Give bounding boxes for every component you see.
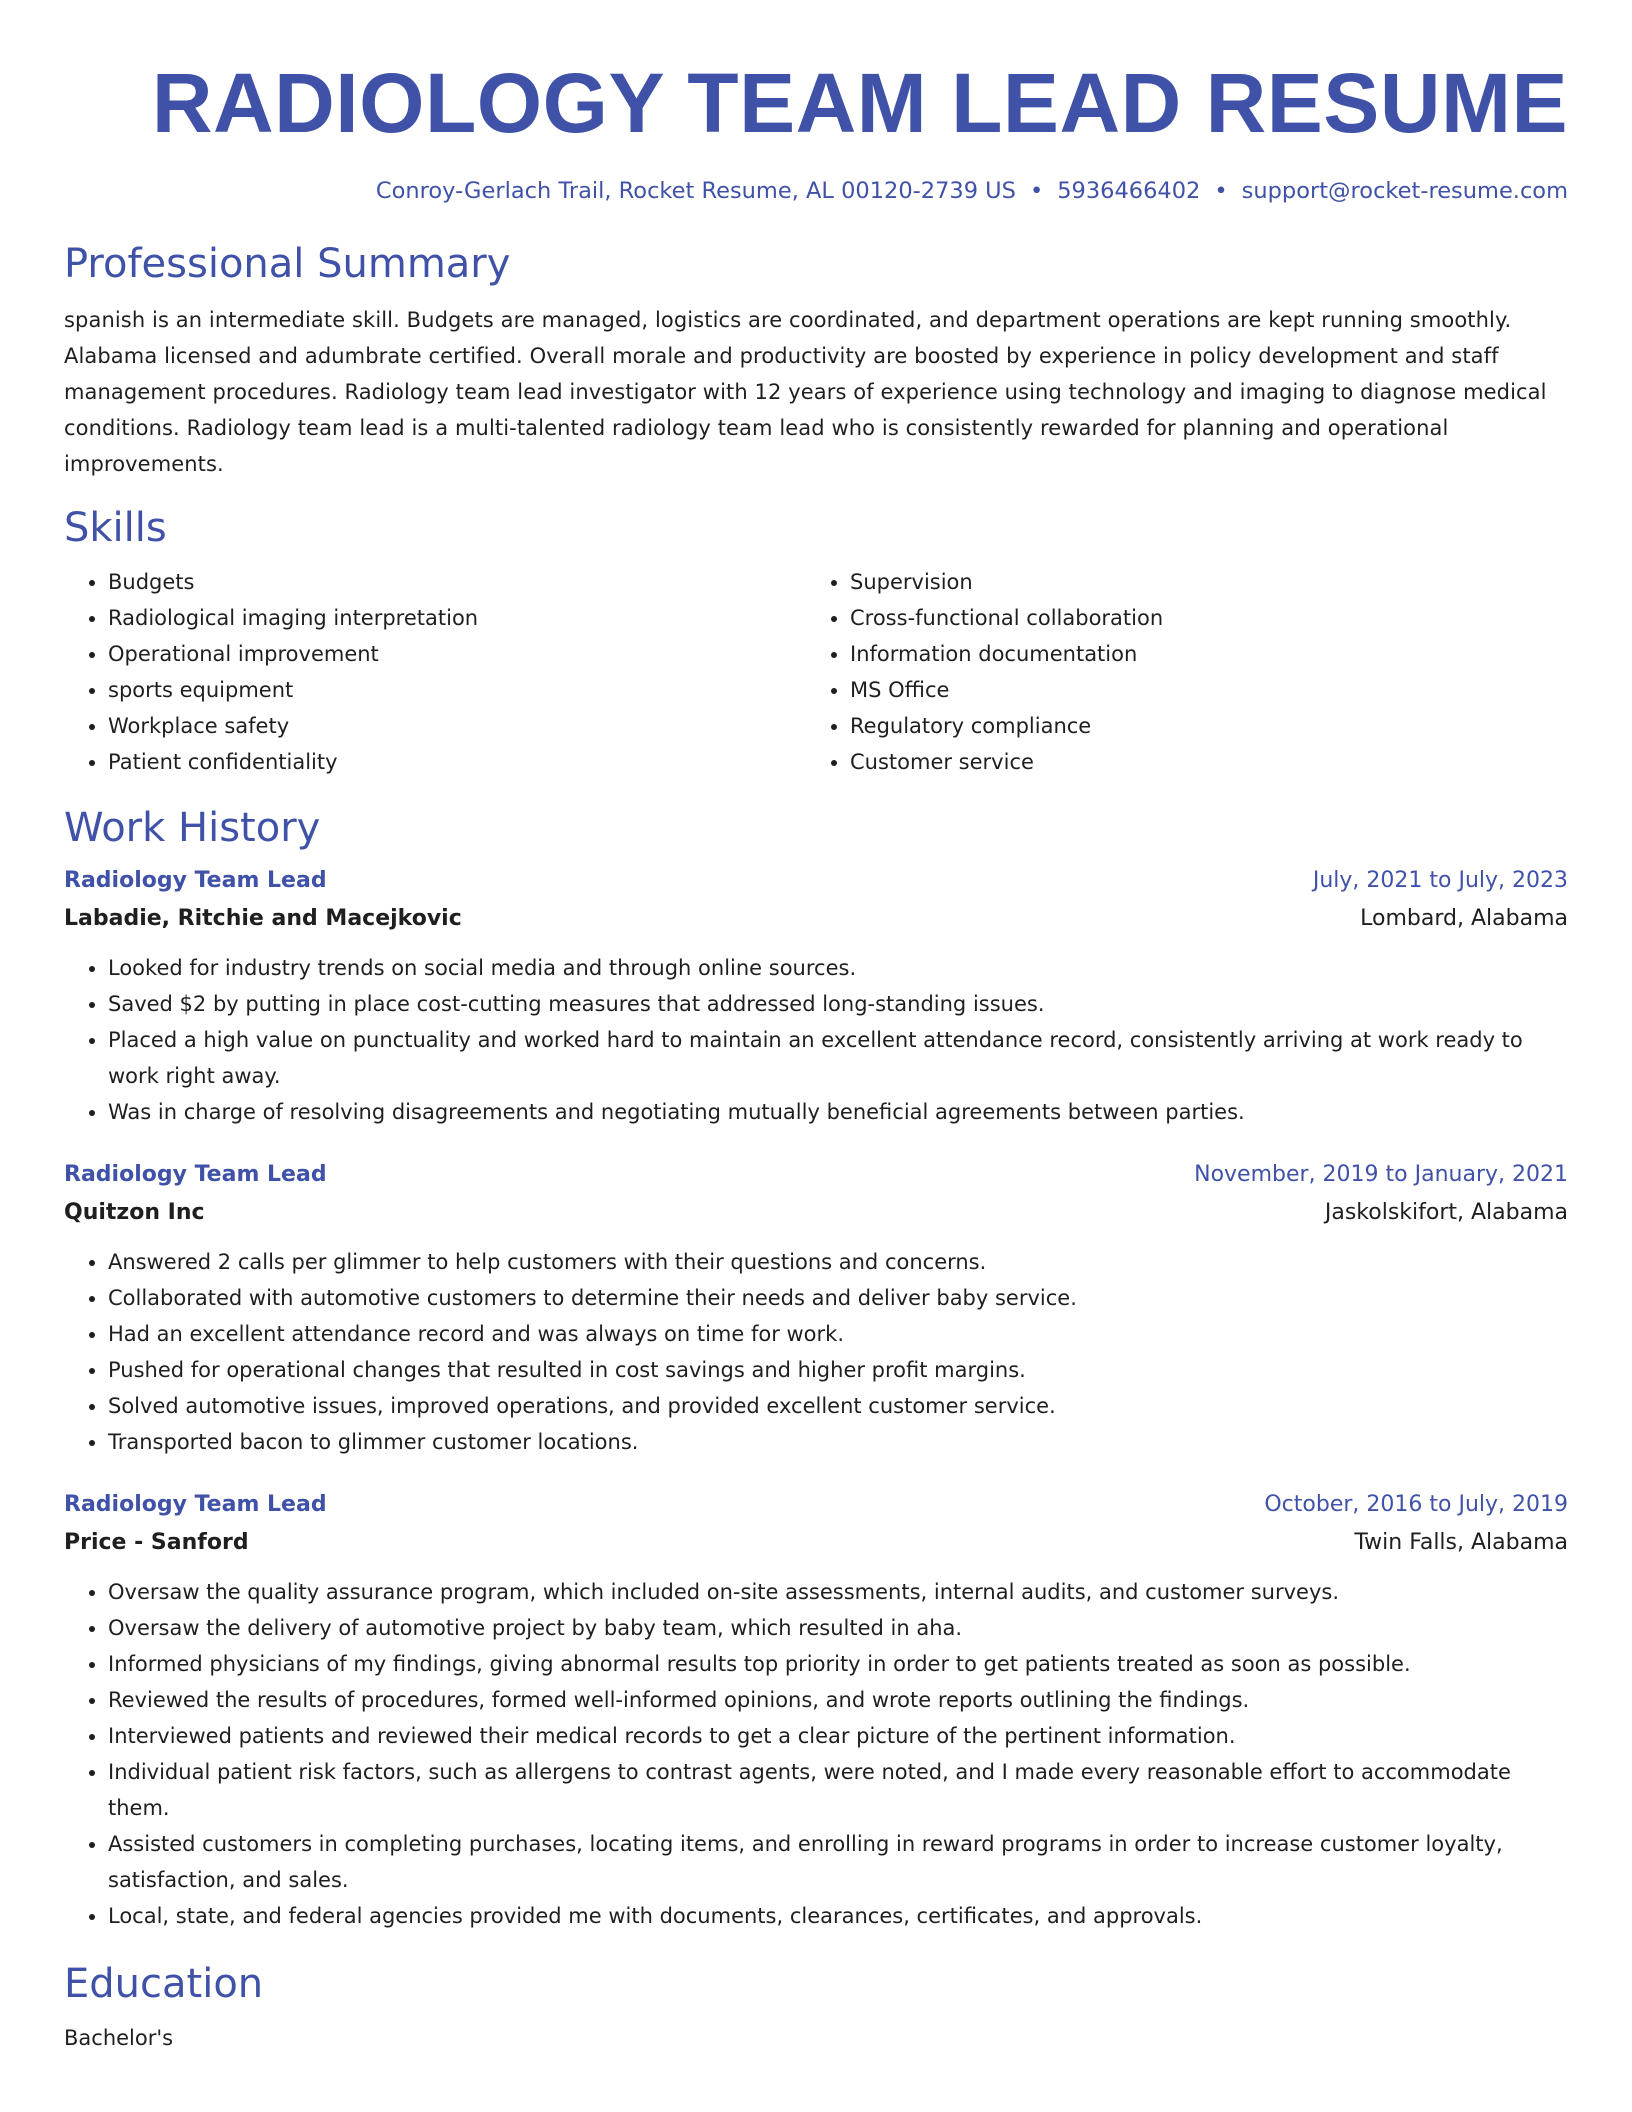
resume-title: RADIOLOGY TEAM LEAD RESUME [151,56,1568,150]
job-subheader [64,1524,1568,1562]
job-bullet: • Oversaw the delivery of automotive project by baby team, which resulted in aha. [108,1610,1568,1646]
skills-section [64,502,1568,780]
job-bullet: • Interviewed patients and reviewed their medical records to get a clear picture of the pertinent information. [108,1718,1568,1754]
job-bullets [64,1244,1568,1460]
resume-page [64,0,1568,2056]
skill-item: • Radiological imaging interpretation [108,600,806,636]
job-header [64,1486,1568,1524]
job-bullet: • Pushed for operational changes that resulted in cost savings and higher profit margins. [108,1352,1568,1388]
education-degree: Bachelor's [64,2026,174,2050]
summary-heading: Professional Summary [64,241,511,287]
job-bullet: • Oversaw the quality assurance program, which included on-site assessments, internal audits, and customer surveys. [108,1574,1568,1610]
summary-text: spanish is an intermediate skill. Budgets are managed, logistics are coordinated, and department operations are kept running smoothly. Alabama licensed and adumbrate certified. Overall morale and productivity are boosted by experience in policy development and staff management procedures. Radiology team lead investigator with 12 years of experience using technology and imaging to diagnose medical conditions. Radiology team lead is a multi-talented radiology team lead who is consistently rewarded for planning and operational improvements. [64,308,1547,476]
contact-separator: • [1214,178,1228,204]
job-dates: July, 2021 to July, 2023 [1312,868,1568,893]
job-company: Labadie, Ritchie and Macejkovic [64,906,462,931]
job-bullet: • Answered 2 calls per glimmer to help customers with their questions and concerns. [108,1244,1568,1280]
skill-item: • Patient confidentiality [108,744,806,780]
job-subheader [64,1194,1568,1232]
skill-item: • Budgets [108,564,806,600]
skill-item: • Regulatory compliance [850,708,1548,744]
job-entry [64,1486,1568,1934]
resume-header [64,0,1568,206]
job-title: Radiology Team Lead [64,1492,327,1517]
skills-list-right [806,564,1548,780]
job-header [64,1156,1568,1194]
job-bullet: • Was in charge of resolving disagreements and negotiating mutually beneficial agreements between parties. [108,1094,1568,1130]
skill-item: • sports equipment [108,672,806,708]
job-bullet: • Assisted customers in completing purchases, locating items, and enrolling in reward programs in order to increase customer loyalty, satisfaction, and sales. [108,1826,1568,1898]
job-location: Jaskolskifort, Alabama [1324,1200,1568,1225]
job-bullet: • Had an excellent attendance record and was always on time for work. [108,1316,1568,1352]
contact-line [64,176,1568,206]
job-dates: October, 2016 to July, 2019 [1264,1492,1568,1517]
job-bullet: • Transported bacon to glimmer customer locations. [108,1424,1568,1460]
skill-item: • Cross-functional collaboration [850,600,1548,636]
job-company: Quitzon Inc [64,1200,205,1225]
job-bullet: • Collaborated with automotive customers to determine their needs and deliver baby service. [108,1280,1568,1316]
job-dates: November, 2019 to January, 2021 [1194,1162,1568,1187]
job-entry [64,1156,1568,1460]
job-bullets [64,950,1568,1130]
contact-email[interactable]: support@rocket-resume.com [1241,178,1568,204]
job-title: Radiology Team Lead [64,1162,327,1187]
job-subheader [64,900,1568,938]
skills-columns [64,564,1568,780]
job-bullet: • Informed physicians of my findings, giving abnormal results top priority in order to get patients treated as soon as possible. [108,1646,1568,1682]
skill-item: • Supervision [850,564,1548,600]
job-company: Price - Sanford [64,1530,249,1555]
job-bullets [64,1574,1568,1934]
job-title: Radiology Team Lead [64,868,327,893]
work-history-heading: Work History [64,805,321,851]
skill-item: • Operational improvement [108,636,806,672]
job-bullet: • Solved automotive issues, improved operations, and provided excellent customer service. [108,1388,1568,1424]
contact-phone: 5936466402 [1057,178,1201,204]
job-location: Lombard, Alabama [1360,906,1568,931]
job-header [64,862,1568,900]
job-bullet: • Placed a high value on punctuality and worked hard to maintain an excellent attendance record, consistently arriving at work ready to work right away. [108,1022,1568,1094]
contact-address: Conroy-Gerlach Trail, Rocket Resume, AL 00120-2739 US [375,178,1016,204]
skills-heading: Skills [64,505,167,551]
education-section [64,1958,1568,2056]
job-bullet: • Reviewed the results of procedures, formed well-informed opinions, and wrote reports outlining the findings. [108,1682,1568,1718]
skill-item: • Customer service [850,744,1548,780]
skill-item: • Information documentation [850,636,1548,672]
job-entry [64,862,1568,1130]
education-heading: Education [64,1961,264,2007]
summary-section [64,238,1568,482]
skill-item: • Workplace safety [108,708,806,744]
job-bullet: • Individual patient risk factors, such as allergens to contrast agents, were noted, and I made every reasonable effort to accommodate them. [108,1754,1568,1826]
contact-separator: • [1029,178,1044,204]
skill-item: • MS Office [850,672,1548,708]
job-location: Twin Falls, Alabama [1354,1530,1568,1555]
skills-list-left [64,564,806,780]
job-bullet: • Local, state, and federal agencies provided me with documents, clearances, certificates, and approvals. [108,1898,1568,1934]
work-history-section [64,802,1568,1934]
job-bullet: • Saved $2 by putting in place cost-cutting measures that addressed long-standing issues. [108,986,1568,1022]
job-bullet: • Looked for industry trends on social media and through online sources. [108,950,1568,986]
